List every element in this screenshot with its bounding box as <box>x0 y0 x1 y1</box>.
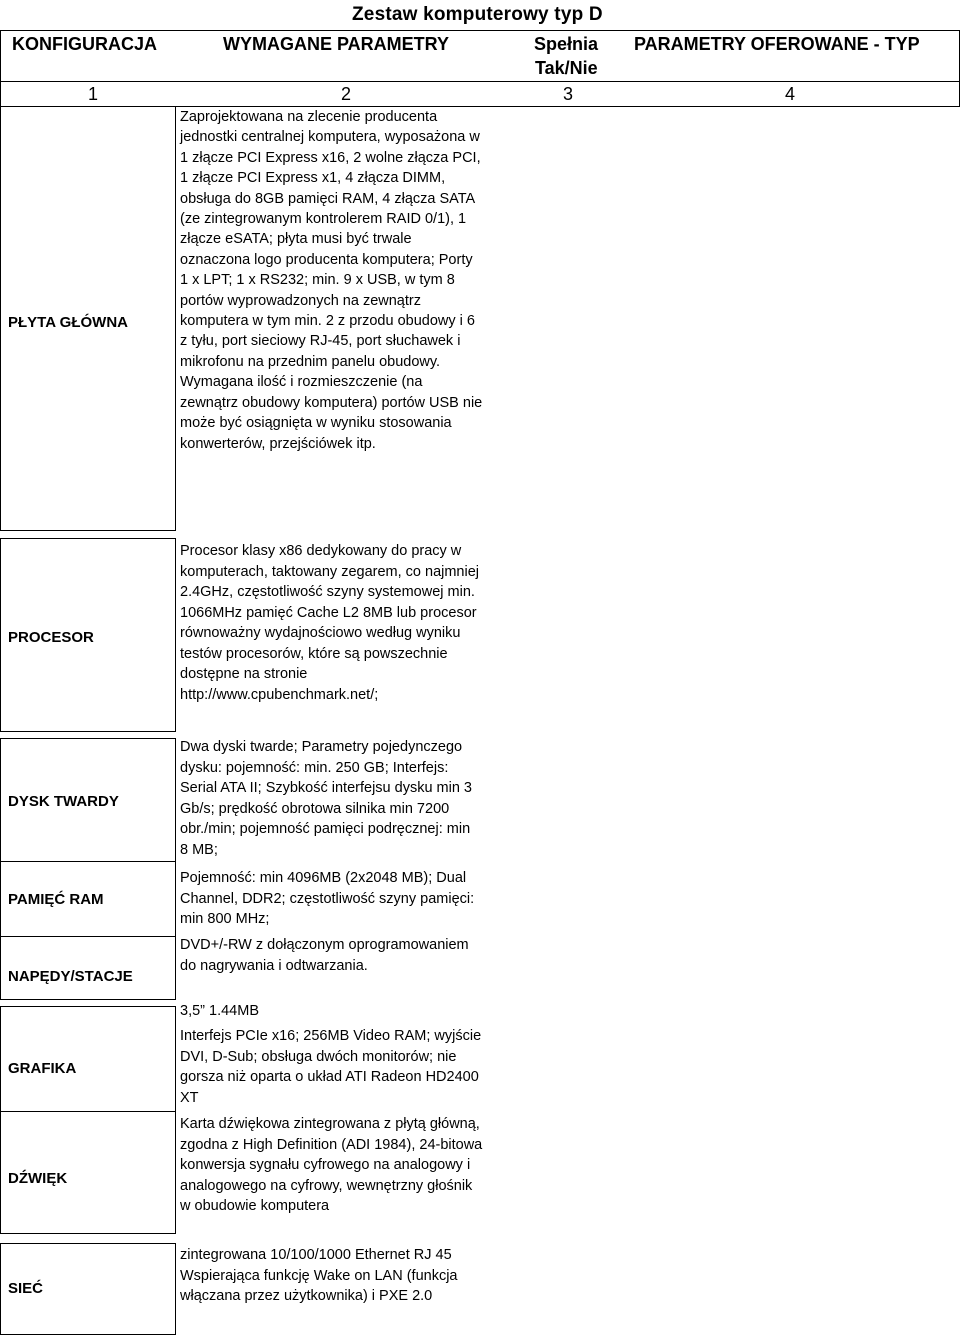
row-text-siec: zintegrowana 10/100/1000 Ethernet RJ 45 Wspierająca funkcję Wake on LAN (funkcja włączana przez użytkownika) i PXE 2.0 <box>180 1247 458 1304</box>
row-text-grafika: Interfejs PCIe x16; 256MB Video RAM; wyjście DVI, D-Sub; obsługa dwóch monitorów; nie gorsza niż oparta o układ ATI Radeon HD2400 XT <box>180 1028 482 1106</box>
row-divider <box>0 731 176 732</box>
row-text-procesor: Procesor klasy x86 dedykowany do pracy w komputerach, taktowany zegarem, co najmniej 2.4GHz, częstotliwość szyny systemowej min. 1066MHz pamięć Cache L2 8MB lub procesor równoważny wydajnościowo według wyniku testów procesorów, które są powszechnie dostępne na stronie http://www.cpubenchmark.net/; <box>180 543 480 703</box>
table-header-divider <box>0 81 960 82</box>
row-divider <box>0 1233 176 1234</box>
row-border-left <box>0 106 1 531</box>
column-number-3: 3 <box>563 84 574 104</box>
row-label-napedy-stacje: NAPĘDY/STACJE <box>8 968 133 985</box>
row-divider <box>0 861 176 862</box>
row-border-left <box>0 738 1 862</box>
row-divider <box>0 738 176 739</box>
row-label-grafika: GRAFIKA <box>8 1060 77 1077</box>
row-border-mid <box>175 738 176 862</box>
row-divider <box>0 1243 176 1244</box>
row-border-mid <box>175 1111 176 1234</box>
row-divider <box>0 1111 176 1112</box>
row-divider <box>0 936 176 937</box>
header-parametry-oferowane: PARAMETRY OFEROWANE - TYP <box>634 34 920 54</box>
header-wymagane-parametry: WYMAGANE PARAMETRY <box>223 34 449 54</box>
header-konfiguracja: KONFIGURACJA <box>12 34 158 54</box>
header-tak-nie: Tak/Nie <box>535 58 598 78</box>
row-divider <box>0 1006 176 1007</box>
row-border-left <box>0 861 1 937</box>
row-border-mid <box>175 936 176 1000</box>
row-label-dysk-twardy: DYSK TWARDY <box>8 793 119 810</box>
row-border-mid <box>175 1243 176 1335</box>
row-text-pamiec-ram: Pojemność: min 4096MB (2x2048 MB); Dual Channel, DDR2; częstotliwość szyny pamięci: min 800 MHz; <box>180 870 475 927</box>
row-border-left <box>0 936 1 1000</box>
column-number-4: 4 <box>785 84 796 104</box>
row-label-procesor: PROCESOR <box>8 629 94 646</box>
table-border-top <box>0 30 960 31</box>
row-border-left <box>0 538 1 732</box>
row-divider <box>0 530 176 531</box>
row-text-napedy-stacje-floppy: 3,5” 1.44MB <box>180 1003 259 1019</box>
row-divider <box>0 538 176 539</box>
row-border-mid <box>175 1006 176 1112</box>
row-text-dysk-twardy: Dwa dyski twarde; Parametry pojedynczego dysku: pojemność: min. 250 GB; Interfejs: Serial ATA II; Szybkość interfejsu dysku min 3 Gb/s; prędkość obrotowa silnika min 7200 obr./min; pojemność pamięci podręcznej: min 8 MB; <box>180 739 472 858</box>
table-border-left <box>0 30 1 106</box>
row-text-dzwiek: Karta dźwiękowa zintegrowana z płytą główną, zgodna z High Definition (ADI 1984), 24-bitowa konwersja sygnału cyfrowego na analogowy i analogowego na cyfrowy, wewnętrzny głośnik w obudowie komputera <box>180 1116 483 1214</box>
row-label-dzwiek: DŹWIĘK <box>8 1170 68 1187</box>
page-title: Zestaw komputerowy typ D <box>352 4 603 25</box>
header-spelnia: Spełnia <box>534 34 599 54</box>
column-number-2: 2 <box>341 84 352 104</box>
row-border-left <box>0 1243 1 1335</box>
row-label-plyta-glowna: PŁYTA GŁÓWNA <box>8 314 128 331</box>
column-number-1: 1 <box>88 84 99 104</box>
row-divider <box>0 1334 176 1335</box>
row-border-left <box>0 1111 1 1234</box>
row-border-mid <box>175 538 176 732</box>
row-border-mid <box>175 861 176 937</box>
row-label-siec: SIEĆ <box>8 1280 44 1297</box>
row-divider <box>0 999 176 1000</box>
row-label-pamiec-ram: PAMIĘĆ RAM <box>8 891 104 908</box>
row-text-napedy-stacje: DVD+/-RW z dołączonym oprogramowaniem do nagrywania i odtwarzania. <box>180 937 469 974</box>
row-text-plyta-glowna: Zaprojektowana na zlecenie producenta jednostki centralnej komputera, wyposażona w 1 złącze PCI Express x16, 2 wolne złącza PCI, 1 złącze PCI Express x1, 4 złącza DIMM, obsługa do 8GB pamięci RAM, 4 złącza SATA (ze zintegrowanym kontrolerem RAID 0/1), 1 złącze eSATA; płyta musi być trwale oznaczona logo producenta komputera; Porty 1 x LPT; 1 x RS232; min. 9 x USB, w tym 8 portów wyprowadzonych na zewnątrz komputera w tym min. 2 z przodu obudowy i 6 z tyłu, port sieciowy RJ-45, port słuchawek i mikrofonu na przednim panelu obudowy. Wymagana ilość i rozmieszczenie (na zewnątrz obudowy komputera) portów USB nie może być osiągnięta w wyniku stosowania konwerterów, przejściówek itp. <box>180 109 483 452</box>
row-border-mid <box>175 106 176 531</box>
row-border-left <box>0 1006 1 1112</box>
